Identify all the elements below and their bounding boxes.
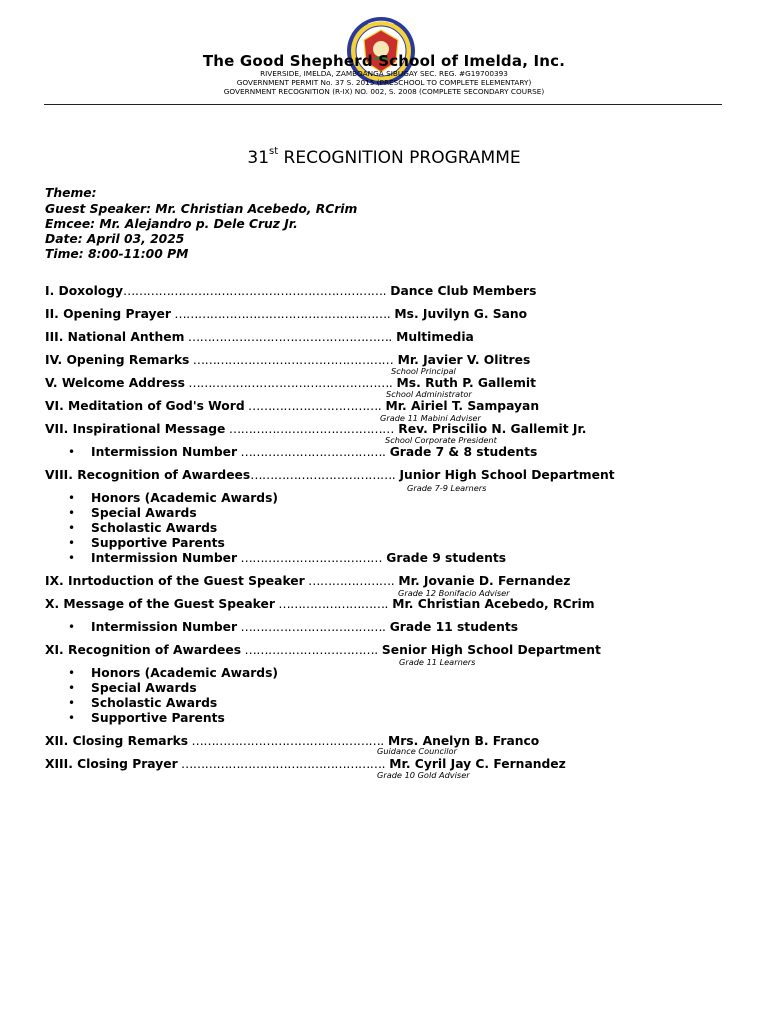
item-person: Grade 9 students xyxy=(382,551,507,565)
item-label: VI. Meditation of God's Word xyxy=(45,399,245,413)
item-label: Intermission Number xyxy=(91,445,238,459)
dot-leader: ………………………………………………. xyxy=(170,307,391,321)
bullet-icon: • xyxy=(68,445,76,459)
dot-leader: ……………………………………………. xyxy=(184,330,392,344)
programme-item xyxy=(45,468,615,483)
programme-item xyxy=(91,536,225,551)
bullet-icon: • xyxy=(68,506,76,520)
item-label: X. Message of the Guest Speaker xyxy=(45,597,275,611)
programme-ordinal: st xyxy=(269,146,279,157)
item-label: XIII. Closing Prayer xyxy=(45,757,178,771)
emcee-line: Emcee: Mr. Alejandro p. Dele Cruz Jr. xyxy=(45,217,298,231)
school-address: RIVERSIDE, IMELDA, ZAMBOANGA SIBUGAY SEC. REG. #G19700393 xyxy=(260,69,508,78)
programme-title xyxy=(0,148,768,168)
programme-item xyxy=(45,399,539,414)
bullet-icon: • xyxy=(68,521,76,535)
bullet-icon: • xyxy=(68,681,76,695)
programme-item xyxy=(45,307,527,322)
item-label: I. Doxology xyxy=(45,284,124,298)
item-person: Mr. Christian Acebedo, RCrim xyxy=(387,597,595,611)
item-person: Mr. Cyril Jay C. Fernandez xyxy=(385,757,566,771)
programme-item xyxy=(91,521,217,536)
item-person: Grade 11 students xyxy=(385,620,519,634)
item-person: Mr. Airiel T. Sampayan xyxy=(381,399,540,413)
item-label: Honors (Academic Awards) xyxy=(91,491,279,505)
date-line: Date: April 03, 2025 xyxy=(45,232,185,246)
item-label: Scholastic Awards xyxy=(91,521,218,535)
dot-leader: …………………………………………………………. xyxy=(123,284,386,298)
programme-item xyxy=(91,666,278,681)
programme-item xyxy=(91,620,518,635)
item-person: Grade 7 & 8 students xyxy=(385,445,538,459)
item-role: School Corporate President xyxy=(385,435,497,445)
item-label: Scholastic Awards xyxy=(91,696,218,710)
item-role: Grade 10 Gold Adviser xyxy=(377,770,470,780)
programme-item xyxy=(45,422,586,437)
programme-item xyxy=(45,643,601,658)
programme-item xyxy=(91,711,225,726)
item-label: Honors (Academic Awards) xyxy=(91,666,279,680)
dot-leader: ……………………………………………. xyxy=(177,757,386,771)
item-person: Mr. Javier V. Olitres xyxy=(393,353,531,367)
item-label: Supportive Parents xyxy=(91,711,225,725)
item-person: Rev. Priscilio N. Gallemit Jr. xyxy=(393,422,587,436)
item-label: IX. Inrtoduction of the Guest Speaker xyxy=(45,574,305,588)
dot-leader: …………………. xyxy=(304,574,395,588)
item-person: Multimedia xyxy=(391,330,474,344)
item-role: Grade 11 Mabini Adviser xyxy=(380,413,481,423)
programme-item xyxy=(45,734,539,749)
dot-leader: …………………………………………… xyxy=(189,353,394,367)
programme-number: 31 xyxy=(247,148,270,168)
item-label: II. Opening Prayer xyxy=(45,307,171,321)
item-role: Grade 7-9 Learners xyxy=(407,483,487,493)
item-label: V. Welcome Address xyxy=(45,376,185,390)
dot-leader: ………………………………. xyxy=(237,445,386,459)
item-person: Senior High School Department xyxy=(377,643,601,657)
header-divider xyxy=(44,104,722,105)
item-label: Special Awards xyxy=(91,681,197,695)
item-role: School Administrator xyxy=(386,389,472,399)
bullet-icon: • xyxy=(68,620,76,634)
item-label: XII. Closing Remarks xyxy=(45,734,189,748)
item-role: Grade 12 Bonifacio Adviser xyxy=(398,588,510,598)
programme-item xyxy=(91,491,278,506)
programme-item xyxy=(91,506,197,521)
item-person: Dance Club Members xyxy=(386,284,537,298)
programme-item xyxy=(45,284,536,299)
item-label: VIII. Recognition of Awardees xyxy=(45,468,251,482)
dot-leader: ………………………. xyxy=(274,597,388,611)
item-label: Special Awards xyxy=(91,506,197,520)
item-person: Junior High School Department xyxy=(395,468,615,482)
government-permit: GOVERNMENT PERMIT No. 37 S. 2015 (PRESCHOOL TO COMPLETE ELEMENTARY) xyxy=(236,78,532,87)
dot-leader: ………………………………. xyxy=(237,620,386,634)
school-name: The Good Shepherd School of Imelda, Inc. xyxy=(202,52,566,70)
item-label: III. National Anthem xyxy=(45,330,185,344)
item-person: Mrs. Anelyn B. Franco xyxy=(383,734,540,748)
programme-item xyxy=(45,757,566,772)
guest-speaker-line: Guest Speaker: Mr. Christian Acebedo, RCrim xyxy=(45,202,358,216)
programme-item xyxy=(45,330,474,345)
theme-line: Theme: xyxy=(45,186,97,200)
item-role: Grade 11 Learners xyxy=(399,657,476,667)
programme-item xyxy=(91,551,506,566)
government-recognition: GOVERNMENT RECOGNITION (R-IX) NO. 002, S. 2008 (COMPLETE SECONDARY COURSE) xyxy=(223,87,545,96)
programme-item xyxy=(45,574,570,589)
bullet-icon: • xyxy=(68,536,76,550)
dot-leader: …………………………………… xyxy=(225,422,394,436)
dot-leader: ……………………………… xyxy=(237,551,383,565)
programme-item xyxy=(45,353,530,368)
bullet-icon: • xyxy=(68,711,76,725)
item-person: Mr. Jovanie D. Fernandez xyxy=(394,574,571,588)
programme-item xyxy=(91,445,537,460)
item-label: XI. Recognition of Awardees xyxy=(45,643,242,657)
item-label: VII. Inspirational Message xyxy=(45,422,226,436)
item-label: Intermission Number xyxy=(91,620,238,634)
dot-leader: ……………………………………………. xyxy=(184,376,393,390)
programme-item xyxy=(91,696,217,711)
item-label: Supportive Parents xyxy=(91,536,225,550)
dot-leader: …………………………………………. xyxy=(188,734,384,748)
dot-leader: ……………………………. xyxy=(241,643,378,657)
item-person: Ms. Ruth P. Gallemit xyxy=(392,376,536,390)
item-role: School Principal xyxy=(391,366,456,376)
bullet-icon: • xyxy=(68,666,76,680)
bullet-icon: • xyxy=(68,491,76,505)
item-label: IV. Opening Remarks xyxy=(45,353,190,367)
programme-item xyxy=(45,597,595,612)
time-line: Time: 8:00-11:00 PM xyxy=(45,247,189,261)
item-label: Intermission Number xyxy=(91,551,238,565)
bullet-icon: • xyxy=(68,696,76,710)
programme-title-text: RECOGNITION PROGRAMME xyxy=(278,148,521,168)
dot-leader: ……………………………. xyxy=(244,399,382,413)
item-role: Guidance Councilor xyxy=(377,746,457,756)
dot-leader: ………………………………. xyxy=(250,468,396,482)
bullet-icon: • xyxy=(68,551,76,565)
item-person: Ms. Juvilyn G. Sano xyxy=(390,307,528,321)
programme-item xyxy=(91,681,197,696)
